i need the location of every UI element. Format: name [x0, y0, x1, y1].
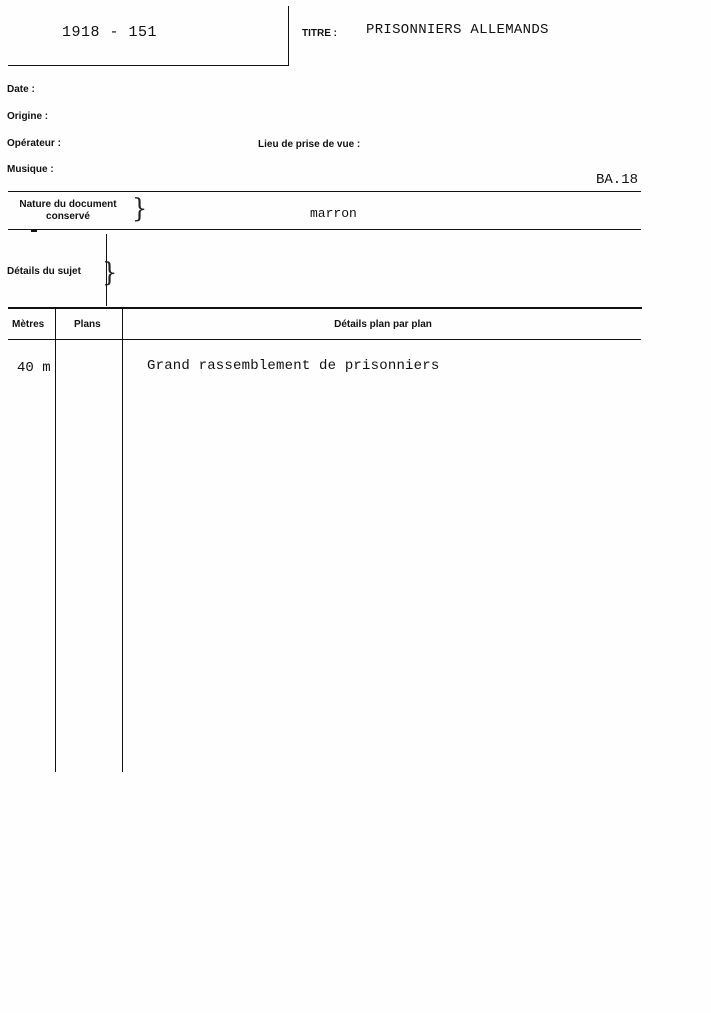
table-row-details: Grand rassemblement de prisonniers	[147, 358, 440, 374]
nature-label	[7, 199, 129, 223]
nature-value: marron	[310, 206, 357, 221]
musique-label: Musique :	[7, 164, 54, 175]
table-header-rule	[8, 339, 641, 340]
operateur-label: Opérateur :	[7, 138, 61, 149]
column-header-metres: Mètres	[12, 319, 45, 330]
column-divider-2	[122, 309, 123, 772]
nature-top-rule	[8, 191, 641, 192]
table-top-rule	[8, 307, 642, 309]
nature-label-line2: conservé	[46, 211, 90, 222]
header-box-bottom-border	[8, 65, 289, 66]
code-value: BA.18	[596, 172, 639, 188]
details-sujet-brace: }	[102, 256, 118, 288]
details-sujet-tick	[31, 230, 37, 232]
date-label: Date :	[7, 84, 35, 95]
column-header-plans: Plans	[74, 319, 101, 330]
lieu-label: Lieu de prise de vue :	[258, 139, 361, 150]
titre-value: PRISONNIERS ALLEMANDS	[366, 22, 549, 38]
header-box-right-border	[288, 6, 289, 66]
details-sujet-label: Détails du sujet	[7, 266, 81, 277]
reference-number: 1918 - 151	[62, 24, 158, 41]
column-header-details: Détails plan par plan	[334, 319, 432, 330]
table-row-metres: 40 m	[17, 360, 51, 376]
nature-label-line1: Nature du document	[19, 199, 117, 210]
titre-label: TITRE :	[302, 28, 337, 39]
nature-brace: }	[132, 192, 148, 224]
column-divider-1	[55, 309, 56, 772]
origine-label: Origine :	[7, 111, 49, 122]
details-sujet-top-rule	[8, 229, 641, 230]
